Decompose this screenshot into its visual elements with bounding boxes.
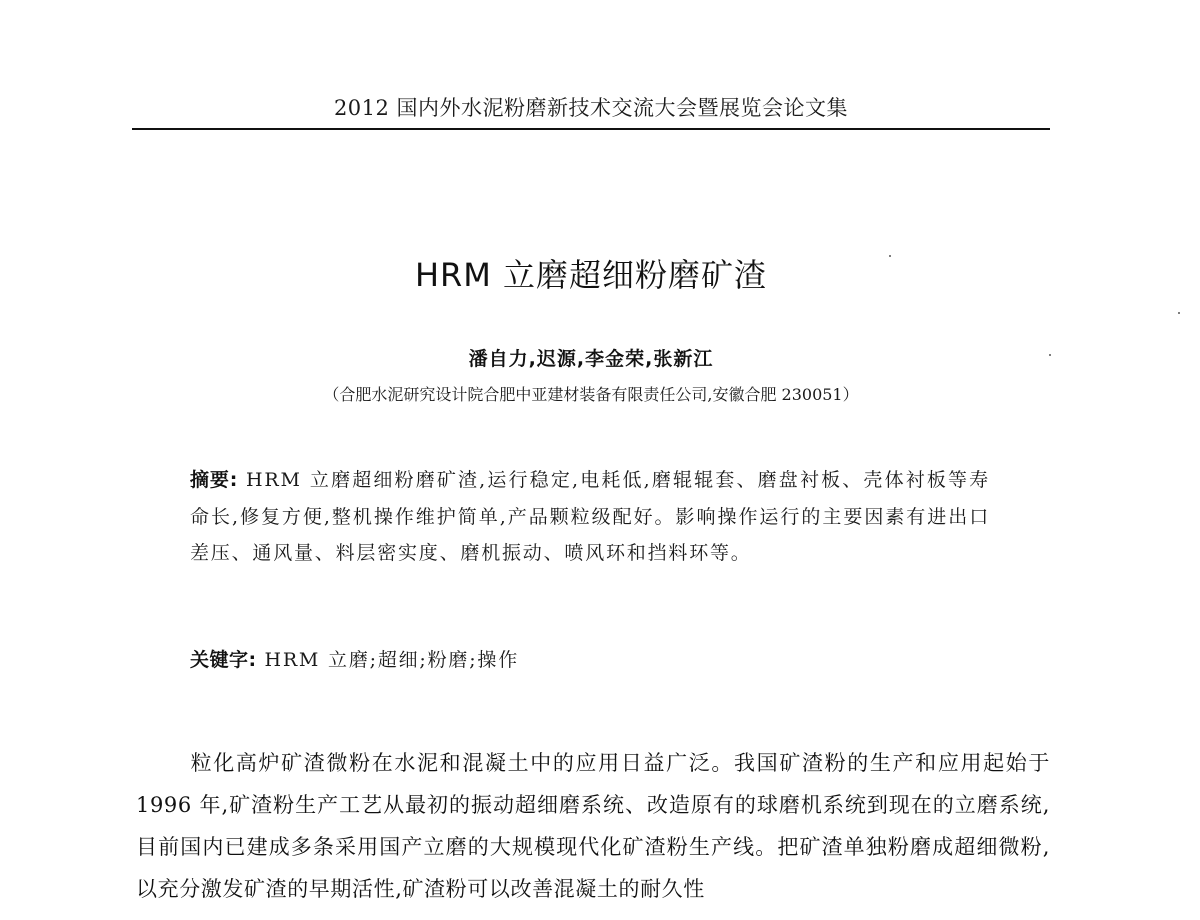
article-affiliation: （合肥水泥研究设计院合肥中亚建材装备有限责任公司,安徽合肥 230051） bbox=[323, 385, 859, 404]
abstract-label: 摘要: bbox=[190, 469, 238, 491]
article-title: HRM 立磨超细粉磨矿渣 bbox=[414, 256, 768, 294]
abstract-text: HRM 立磨超细粉磨矿渣,运行稳定,电耗低,磨辊辊套、磨盘衬板、壳体衬板等寿命长,修复方便,整机操作维护简单,产品颗粒级配好。影响操作运行的主要因素有进出口差压、通风量、料层密实度、磨机振动、喷风环和挡料环等。 bbox=[190, 469, 990, 564]
scan-speck bbox=[1049, 354, 1051, 356]
keywords-block bbox=[190, 645, 990, 672]
scan-speck bbox=[889, 255, 891, 257]
header-rule bbox=[132, 128, 1050, 130]
body-paragraph: 粒化高炉矿渣微粉在水泥和混凝土中的应用日益广泛。我国矿渣粉的生产和应用起始于 1996 年,矿渣粉生产工艺从最初的振动超细磨系统、改造原有的球磨机系统到现在的立磨系统,目前国内已建成多条采用国产立磨的大规模现代化矿渣粉生产线。把矿渣单独粉磨成超细微粉,以充分激发矿渣的早期活性,矿渣粉可以改善混凝土的耐久性 bbox=[136, 751, 1050, 901]
article-authors: 潘自力,迟源,李金荣,张新江 bbox=[468, 348, 714, 370]
abstract-block bbox=[190, 462, 990, 572]
keywords-text: HRM 立磨;超细;粉磨;操作 bbox=[256, 649, 520, 671]
running-header: 2012 国内外水泥粉磨新技术交流大会暨展览会论文集 bbox=[333, 96, 849, 120]
scan-speck bbox=[1178, 312, 1180, 314]
keywords-label: 关键字: bbox=[190, 649, 257, 671]
